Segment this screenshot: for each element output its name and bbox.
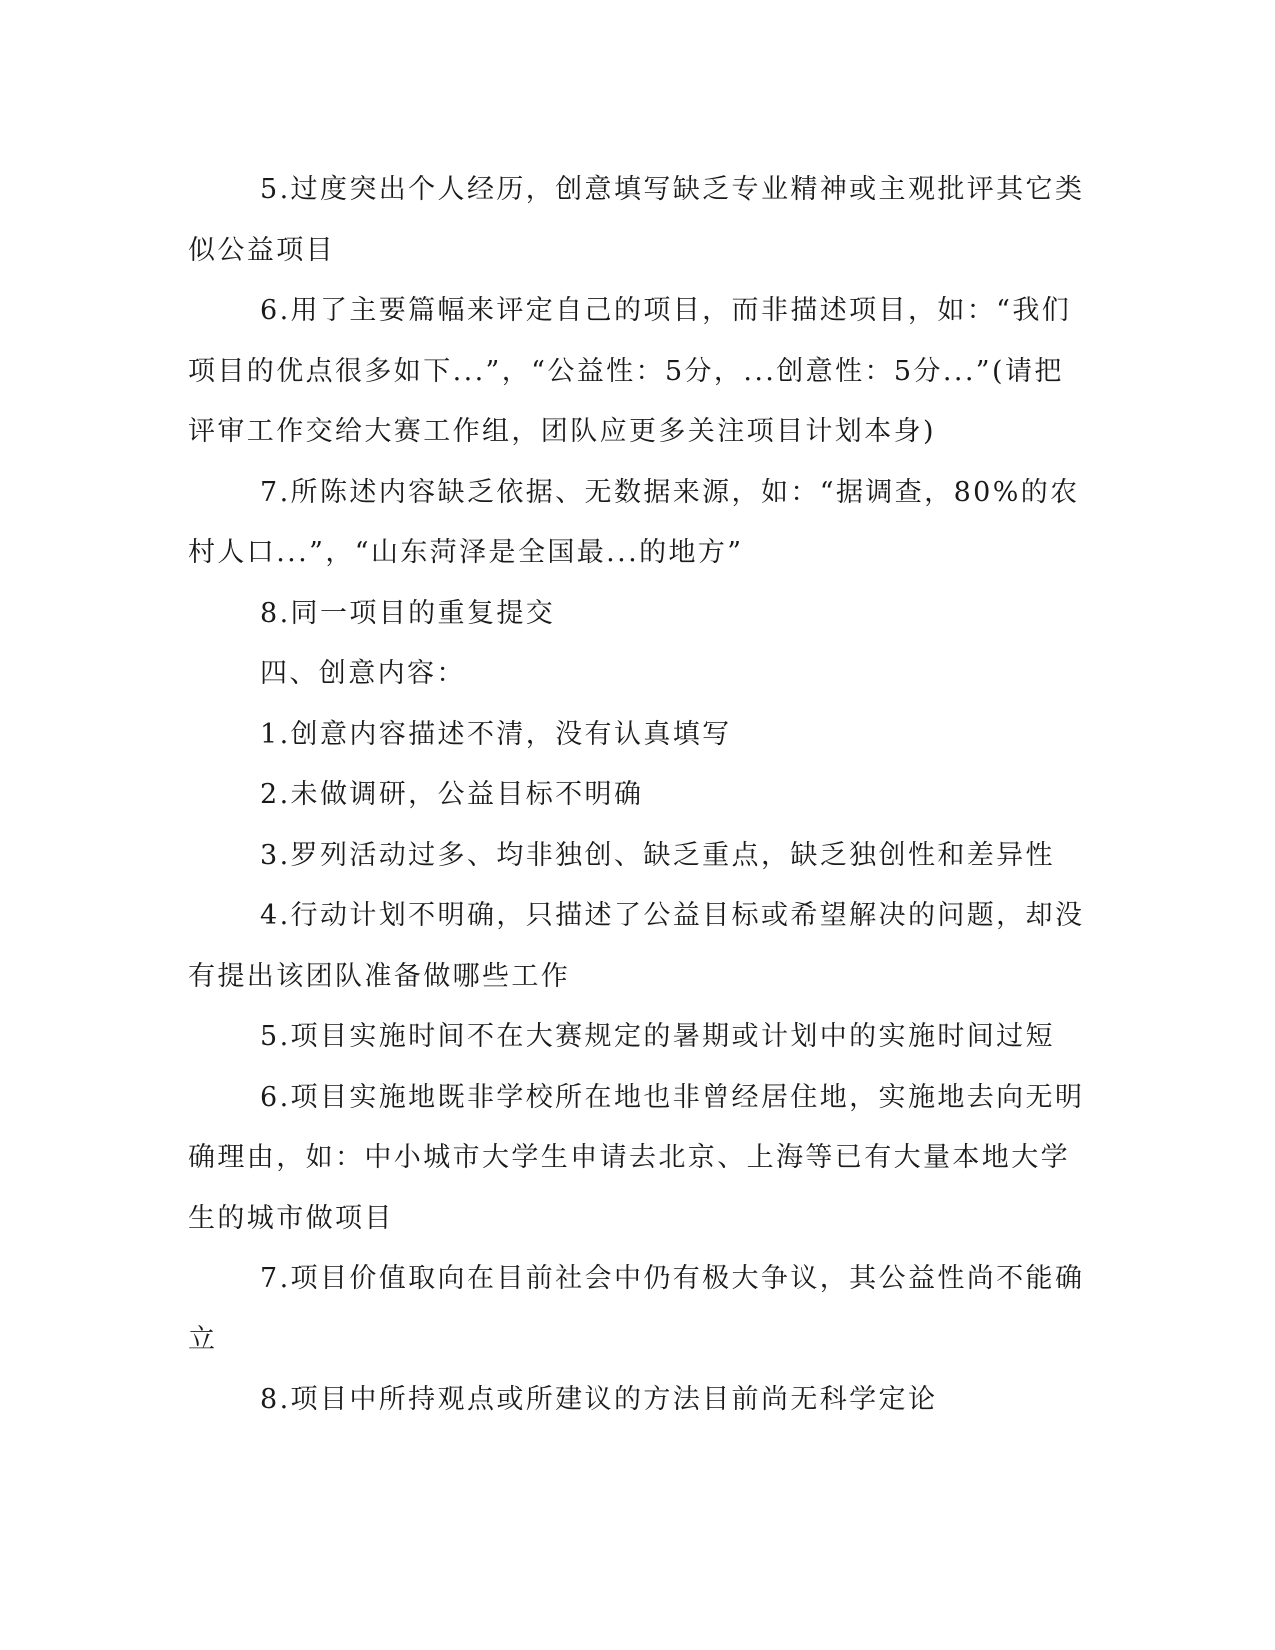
section-heading: 四、创意内容：: [260, 658, 466, 689]
paragraph: 2.未做调研，公益目标不明确: [260, 779, 644, 810]
paragraph: 3.罗列活动过多、均非独创、缺乏重点，缺乏独创性和差异性: [260, 839, 1055, 871]
paragraph: 7.项目价值取向在目前社会中仍有极大争议，其公益性尚不能确立: [188, 1263, 1085, 1355]
paragraph: 1.创意内容描述不清，没有认真填写: [260, 718, 732, 750]
paragraph: 8.同一项目的重复提交: [260, 597, 556, 629]
paragraph: 8.项目中所持观点或所建议的方法目前尚无科学定论: [260, 1384, 938, 1415]
paragraph: 6.用了主要篇幅来评定自己的项目，而非描述项目，如：“我们项目的优点很多如下...”，“公益性：5分，...创意性：5分...”(请把评审工作交给大赛工作组，团队应更多关注项目计划本身): [188, 295, 1072, 447]
paragraph: 6.项目实施地既非学校所在地也非曾经居住地，实施地去向无明确理由，如：中小城市大学生申请去北京、上海等已有大量本地大学生的城市做项目: [188, 1081, 1085, 1234]
paragraph: 7.所陈述内容缺乏依据、无数据来源，如：“据调查，80%的农村人口...”，“山东菏泽是全国最...的地方”: [188, 476, 1080, 568]
paragraph: 5.过度突出个人经历，创意填写缺乏专业精神或主观批评其它类似公益项目: [188, 174, 1085, 266]
paragraph: 5.项目实施时间不在大赛规定的暑期或计划中的实施时间过短: [260, 1021, 1055, 1052]
paragraph: 4.行动计划不明确，只描述了公益目标或希望解决的问题，却没有提出该团队准备做哪些工作: [188, 900, 1085, 992]
document-body: [188, 160, 1088, 1431]
